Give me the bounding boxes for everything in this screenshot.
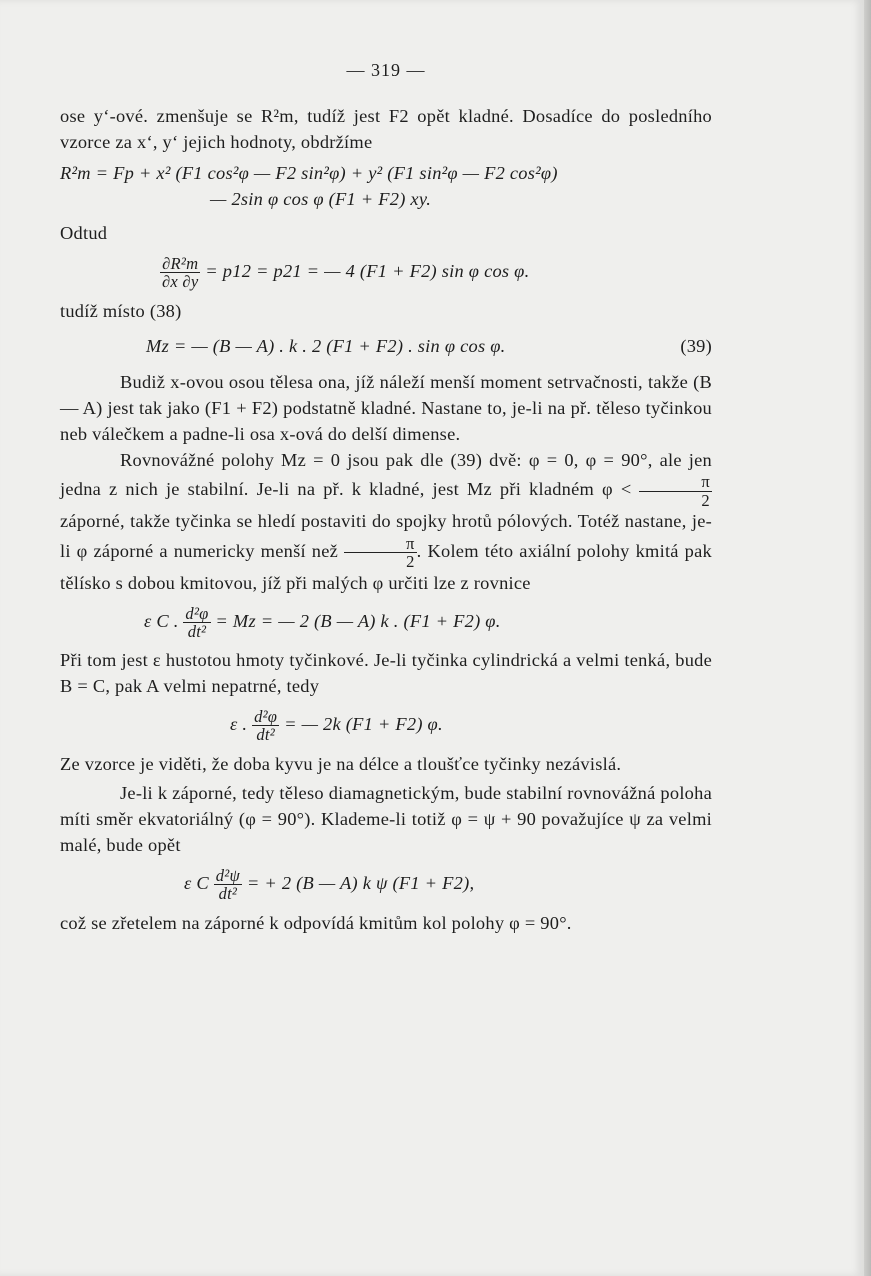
paragraph-5: Ze vzorce je viděti, že doba kyvu je na délce a tloušťce tyčinky nezávislá.: [60, 753, 622, 774]
oscillation-denominator: dt²: [187, 621, 207, 641]
partial-rest: = p12 = p21 = — 4 (F1 + F2) sin φ cos φ.: [205, 260, 530, 281]
oscillation-rest: = Mz = — 2 (B — A) k . (F1 + F2) φ.: [215, 610, 501, 631]
equation-39: [146, 334, 712, 360]
thin-rod-prefix: ε .: [230, 713, 248, 734]
equation-39-body: Mz = — (B — A) . k . 2 (F1 + F2) . sin φ cos φ.: [146, 336, 506, 357]
diamagnetic-numerator: d²ψ: [215, 865, 240, 885]
paragraph-1: ose y‘-ové. zmenšuje se R²m, tudíž jest F2 opět kladné. Dosadíce do posledního vzorce za x‘, y‘ jejich hodnoty, obdržíme: [60, 105, 712, 152]
equation-diamagnetic: [184, 867, 712, 903]
paragraph-3-part-b: záporné, takže tyčinka se hledí postaviti do spojky hrotů pólových. Totéž nastane, je-li φ záporné a numericky menší než: [60, 511, 712, 562]
two-denominator-2: 2: [406, 552, 415, 572]
diamagnetic-fraction: [214, 867, 242, 903]
paragraph-3: [60, 448, 712, 597]
diamagnetic-prefix: ε C: [184, 872, 209, 893]
equation-thin-rod: [230, 708, 712, 744]
pi-numerator-1: π: [639, 473, 712, 491]
equation-partial-derivative: [160, 255, 712, 291]
paragraph-7: což se zřetelem na záporné k odpovídá kmitům kol polohy φ = 90°.: [60, 912, 572, 933]
thin-rod-denominator: dt²: [256, 725, 275, 745]
diamagnetic-rest: = + 2 (B — A) k ψ (F1 + F2),: [246, 872, 475, 893]
paragraph-3-part-a: Rovnovážné polohy Mz = 0 jsou pak dle (39) dvě: φ = 0, φ = 90°, ale jen jedna z nich je stabilní. Je-li na př. k kladné, jest Mz při kladném φ <: [60, 449, 712, 500]
equation-r2m-line1: R²m = Fp + x² (F1 cos²φ — F2 sin²φ) + y² (F1 sin²φ — F2 cos²φ): [60, 163, 558, 184]
paragraph-6: Je-li k záporné, tedy těleso diamagnetickým, bude stabilní rovnovážná poloha míti směr ekvatoriálný (φ = 90°). Klademe-li totiž φ = ψ + 90 považujíce ψ za velmi malé, bude opět: [60, 783, 712, 856]
oscillation-numerator: d²φ: [185, 603, 209, 623]
equation-oscillation: [144, 605, 712, 641]
equation-r2m-line2: — 2sin φ cos φ (F1 + F2) xy.: [210, 189, 432, 210]
paragraph-2: Budiž x-ovou osou tělesa ona, jíž náleží menší moment setrvačnosti, takže (B — A) jest tak jako (F1 + F2) podstatně kladné. Nastane to, je-li na př. těleso tyčinkou neb válečkem a padne-li osa x-ová do delší dimense.: [60, 372, 712, 444]
two-denominator-1: 2: [701, 490, 710, 510]
diamagnetic-denominator: dt²: [218, 884, 238, 904]
thin-rod-fraction: [252, 708, 279, 744]
thin-rod-rest: = — 2k (F1 + F2) φ.: [284, 713, 443, 734]
pi-half-fraction-1: [639, 473, 712, 509]
page-edge-shadow: [864, 0, 871, 1276]
tudiz-label: tudíž místo (38): [60, 300, 182, 321]
odtud-label: Odtud: [60, 222, 108, 243]
page-number: — 319 —: [346, 60, 426, 80]
paragraph-4: Při tom jest ε hustotou hmoty tyčinkové. Je-li tyčinka cylindrická a velmi tenká, bude B = C, pak A velmi nepatrné, tedy: [60, 650, 712, 697]
paragraph-3-part-c: . Kolem této axiální polohy kmitá pak tělísko s dobou kmitovou, jíž při malých φ určiti lze z rovnice: [60, 541, 712, 593]
oscillation-fraction: [183, 605, 210, 641]
equation-number-39: (39): [680, 336, 712, 357]
partial-denominator: ∂x ∂y: [162, 272, 199, 292]
page-text: [60, 58, 712, 936]
partial-fraction: [160, 255, 200, 291]
thin-rod-numerator: d²φ: [254, 706, 278, 726]
pi-numerator-2: π: [344, 535, 417, 553]
oscillation-prefix: ε C .: [144, 610, 179, 631]
partial-numerator: ∂R²m: [160, 255, 200, 273]
pi-half-fraction-2: [344, 535, 417, 571]
